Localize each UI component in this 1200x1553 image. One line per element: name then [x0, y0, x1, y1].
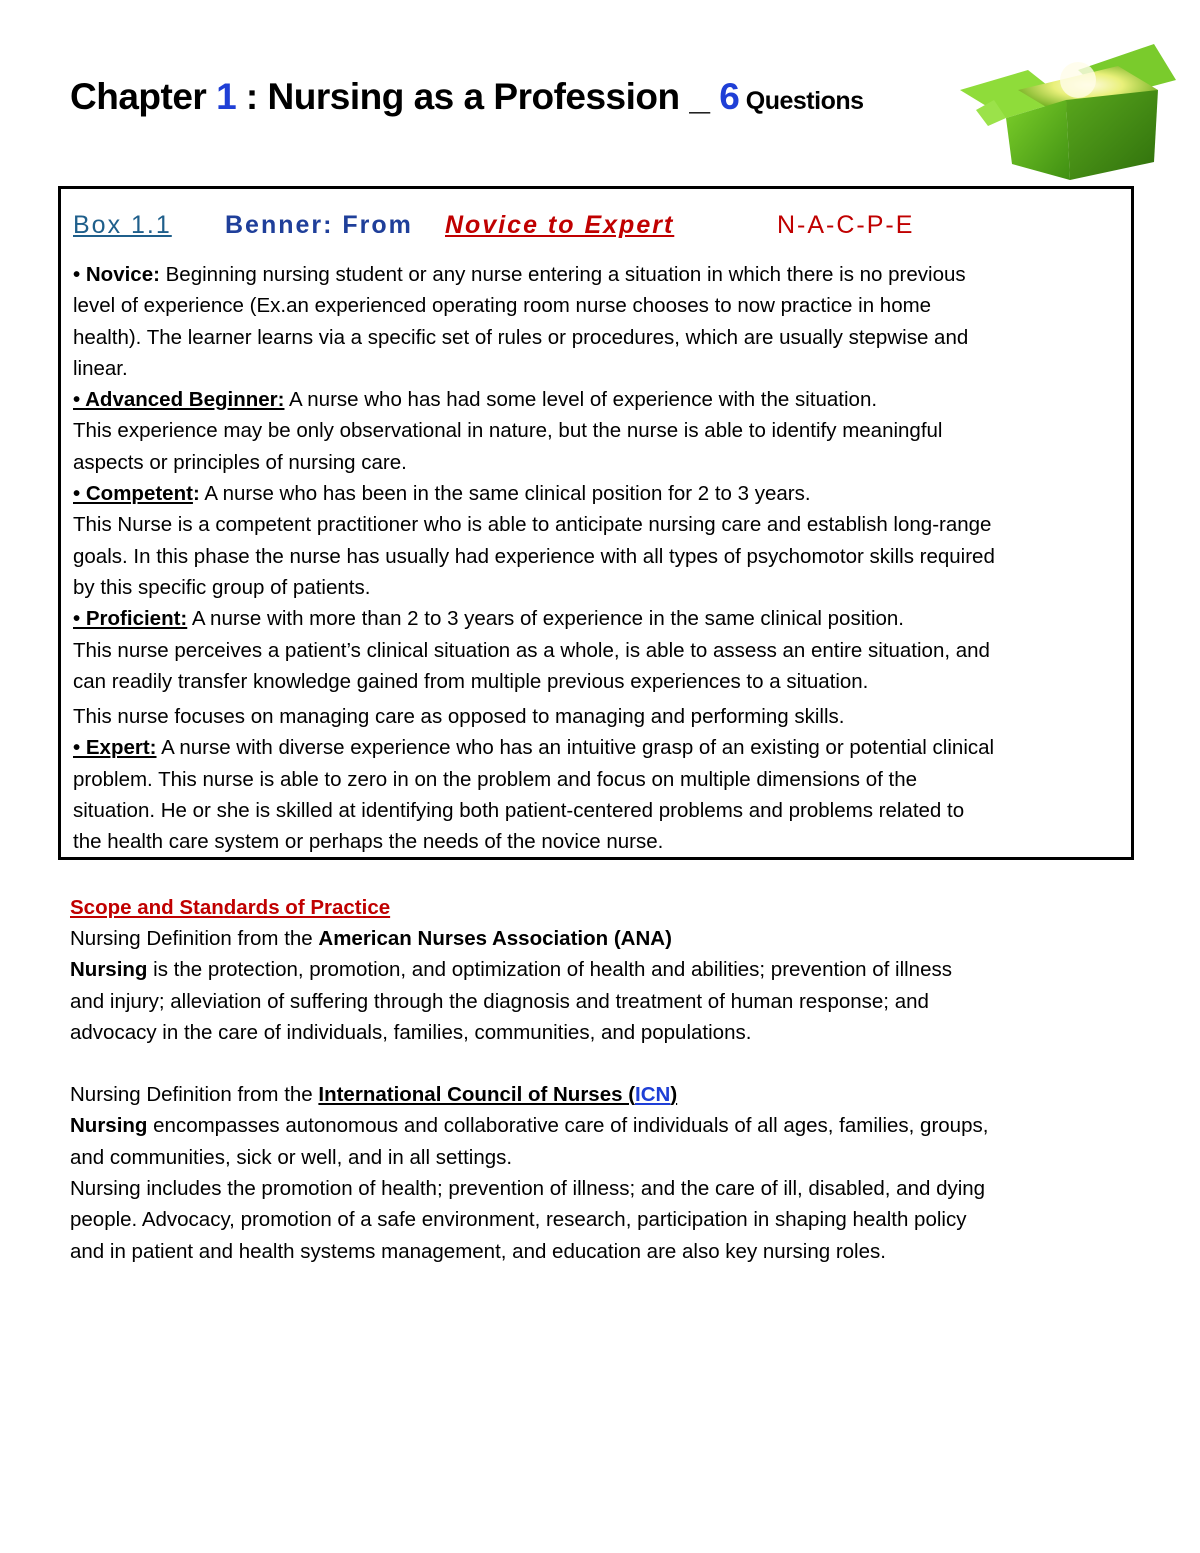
from-text: From [333, 211, 413, 239]
icn-name: International Council of Nurses (ICN) [318, 1083, 678, 1107]
stages-code: N-A-C-P-E [777, 211, 915, 239]
stage-expert: • Expert: A nurse with diverse experience who has an intuitive grasp of an existing or potential clinical problem. This nurse is able to zero in on the problem and focus on multiple dimensions of the situation. He or she is skilled at identifying both patient-centered problems and problems related to the health care system or perhaps the needs of the novice nurse. [73, 736, 995, 854]
box-header [73, 199, 1121, 241]
title-prefix: Chapter [70, 76, 217, 117]
proficient-label: • Proficient: [73, 607, 188, 631]
ana-definition-heading: Nursing Definition from the American Nurses Association (ANA) [70, 927, 672, 950]
gift-box-icon [958, 30, 1178, 182]
box-label: Box 1.1 [73, 211, 172, 239]
benner-name: Benner: [225, 211, 334, 239]
chapter-number: 1 [216, 76, 237, 117]
advanced-beginner-label: • Advanced Beginner: [73, 388, 285, 412]
stage-proficient: • Proficient: A nurse with more than 2 to 3 years of experience in the same clinical position. This nurse perceives a patient’s clinical situation as a whole, is able to assess an entire situation, and can readily transfer knowledge gained from multiple previous experiences to a situation. This nurse focuses on managing care as opposed to managing and performing skills. [73, 607, 990, 729]
stage-novice: • Novice: Beginning nursing student or any nurse entering a situation in which there is no previous level of experience (Ex.an experienced operating room nurse chooses to now practice in home health). The learner learns via a specific set of rules or procedures, which are usually stepwise and linear. [73, 263, 969, 380]
page-title [70, 76, 950, 118]
benner-box [58, 186, 1134, 860]
competent-label: • Competent [73, 482, 193, 506]
spacer [70, 1048, 1150, 1079]
benner-heading [225, 211, 413, 240]
question-count: 6 [719, 76, 740, 117]
icn-definition-heading: Nursing Definition from the International Council of Nurses (ICN) [70, 1083, 678, 1107]
title-middle: : Nursing as a Profession _ [236, 76, 720, 117]
novice-label: • Novice: [73, 263, 160, 286]
scope-title: Scope and Standards of Practice [70, 896, 391, 919]
title-suffix: Questions [739, 87, 864, 115]
novice-to-expert-heading: Novice to Expert [445, 211, 675, 239]
expert-label: • Expert: [73, 736, 157, 760]
scope-section: Scope and Standards of Practice Nursing Definition from the American Nurses Association (ANA) Nursing is the protection, promotion, and optimization of health and abilities; prevention of illness and injury; alleviation of suffering through the diagnosis and treatment of human response; and advocacy in the care of individuals, families, communities, and populations. Nursing Definition from the International Council of Nurses (ICN) Nursing encompasses autonomous and collaborative care of individuals of all ages, families, groups, and communities, sick or well, and in all settings. Nursing includes the promotion of health; prevention of illness; and the care of ill, disabled, and dying people. Advocacy, promotion of a safe environment, research, participation in shaping health policy and in patient and health systems management, and education are also key nursing roles. [70, 892, 1150, 1267]
stage-competent: • Competent: A nurse who has been in the same clinical position for 2 to 3 years. This Nurse is a competent practitioner who is able to anticipate nursing care and establish long-range goals. In this phase the nurse has usually had experience with all types of psychomotor skills required by this specific group of patients. [73, 482, 995, 599]
stage-advanced-beginner: • Advanced Beginner: A nurse who has had some level of experience with the situation. This experience may be only observational in nature, but the nurse is able to identify meaningful aspects or principles of nursing care. [73, 388, 943, 474]
ana-name: American Nurses Association (ANA) [318, 927, 672, 950]
icn-link[interactable]: ICN [635, 1083, 671, 1107]
